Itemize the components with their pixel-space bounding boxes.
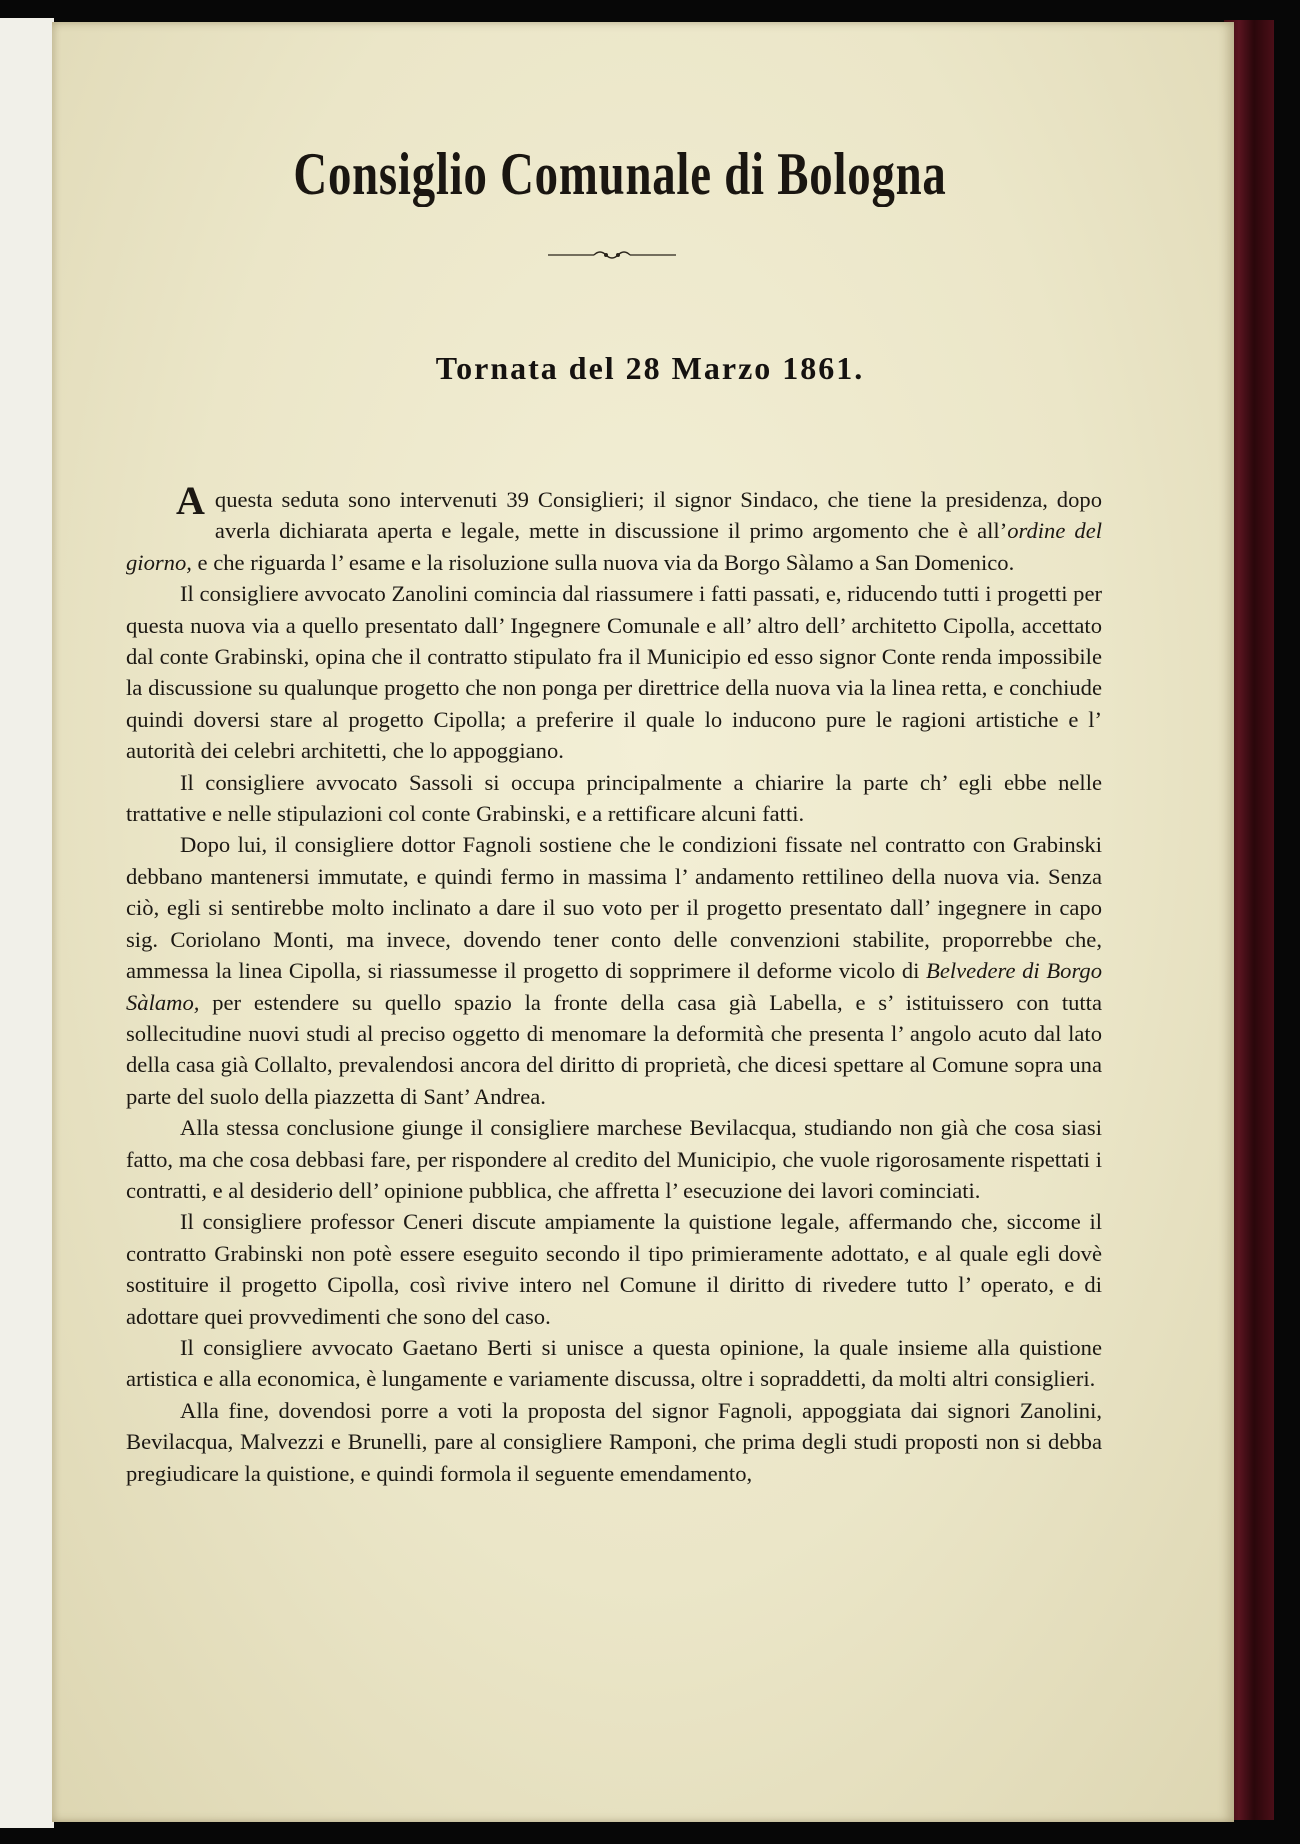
paragraph-6: Il consigliere professor Ceneri discute ampiamente la quistione legale, affermando che, siccome il contratto Grabinski non potè essere eseguito secondo il tipo primieramente adottato, e al quale egli dovè sostituire il progetto Cipolla, così rivive intero nel Comune il diritto di rivedere tutto l’ operato, e di adottare quei provvedimenti che sono del caso. bbox=[126, 1209, 1102, 1329]
paragraph-7: Il consigliere avvocato Gaetano Berti si unisce a questa opinione, la quale insieme alla quistione artistica e alla economica, è lungamente e variamente discussa, oltre i sopraddetti, da molti altri consiglieri. bbox=[126, 1334, 1102, 1392]
paragraph-4-italic: Belvedere di Borgo Sàlamo, bbox=[126, 958, 1102, 1015]
paragraph-4-text-a: Dopo lui, il consigliere dottor Fagnoli sostiene che le condizioni fissate nel contratto con Grabinski debbano mantenersi immutate, e quindi fermo in massima l’ andamento rettilineo della nuova via. Senza ciò, egli si sentirebbe molto inclinato a dare il suo voto per il progetto presentato dall’ ingegnere in capo sig. Coriolano Monti, ma invece, dovendo tener conto delle convenzioni stabilite, proporrebbe che, ammessa la linea Cipolla, si riassumesse il progetto di sopprimere il deforme vicolo di bbox=[126, 832, 1102, 984]
paragraph-1-text-b: e che riguarda l’ esame e la risoluzione sulla nuova via da Borgo Sàlamo a San Domenico. bbox=[191, 549, 1015, 575]
minutes-body bbox=[126, 478, 1102, 1489]
session-date-heading: Tornata del 28 Marzo 1861. bbox=[435, 350, 865, 386]
paragraph-3: Il consigliere avvocato Sassoli si occupa principalmente a chiarire la parte ch’ egli ebbe nelle trattative e nelle stipulazioni col conte Grabinski, e a rettificare alcuni fatti. bbox=[126, 769, 1102, 827]
paragraph-5: Alla stessa conclusione giunge il consigliere marchese Bevilacqua, studiando non già che cosa siasi fatto, ma che cosa debbasi fare, per rispondere al credito del Municipio, che vuole rigorosamente rispettati i contratti, e al desiderio dell’ opinione pubblica, che affretta l’ esecuzione dei lavori cominciati. bbox=[126, 1115, 1102, 1203]
paragraph-1-italic: ordine del giorno, bbox=[126, 518, 1102, 575]
dropcap: A bbox=[176, 478, 205, 523]
document-title: Consiglio Comunale di Bologna bbox=[293, 141, 947, 207]
paragraph-1 bbox=[126, 478, 1102, 578]
title-ornament bbox=[548, 248, 676, 262]
left-page-edge bbox=[0, 18, 54, 1828]
paragraph-2: Il consigliere avvocato Zanolini comincia dal riassumere i fatti passati, e, riducendo tutti i progetti per questa nuova via a quello presentato dall’ Ingegnere Comunale e all’ altro dell’ architetto Cipolla, accettato dal conte Grabinski, opina che il contratto stipulato fra il Municipio ed esso signor Conte renda impossibile la discussione su qualunque progetto che non ponga per direttrice della nuova via la linea retta, e conchiude quindi doversi stare al progetto Cipolla; a preferire il quale lo inducono pure le ragioni artistiche e l’ autorità dei celebri architetti, che lo appoggiano. bbox=[126, 581, 1102, 764]
paragraph-8: Alla fine, dovendosi porre a voti la proposta del signor Fagnoli, appoggiata dai signori Zanolini, Bevilacqua, Malvezzi e Brunelli, pare al consigliere Ramponi, che prima degli studi proposti non si debba pregiudicare la quistione, e quindi formola il seguente emendamento, bbox=[126, 1397, 1102, 1486]
paragraph-4 bbox=[126, 829, 1102, 1112]
paragraph-4-text-b: per estendere su quello spazio la fronte della casa già Labella, e s’ istituissero con tutta sollecitudine nuovi studi al preciso oggetto di menomare la deformità che presenta l’ angolo acuto dal lato della casa già Collalto, prevalendosi ancora del diritto di proprietà, che dicesi spettare al Comune sopra una parte del suolo della piazzetta di Sant’ Andrea. bbox=[126, 989, 1102, 1109]
paragraph-1-text-a: questa seduta sono intervenuti 39 Consiglieri; il signor Sindaco, che tiene la presidenza, dopo averla dichiarata aperta e legale, mette in discussione il primo argomento che è all’ bbox=[214, 487, 1102, 544]
